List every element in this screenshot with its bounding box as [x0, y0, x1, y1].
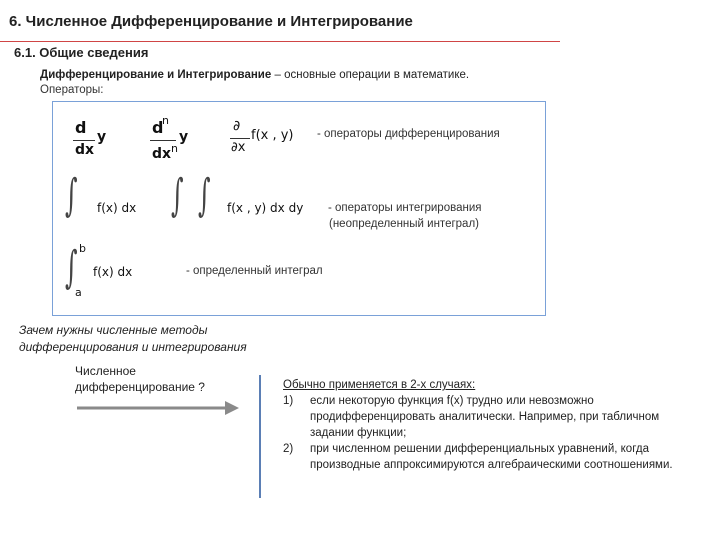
integral-sign: ∫ [65, 242, 78, 293]
why-question [19, 322, 247, 356]
list-item [283, 393, 683, 441]
double-integrand: f(x , y) dx dy [227, 201, 304, 215]
intro-rest: – основные операции в математике. [271, 69, 470, 81]
integral-sign: ∫ [65, 170, 78, 221]
function-fxy: f(x , y) [251, 128, 294, 143]
single-integrand: f(x) dx [97, 201, 137, 215]
y-variable: y [97, 129, 107, 145]
definite-integrand: f(x) dx [93, 265, 133, 279]
y-variable: y [179, 129, 189, 145]
list-item [283, 441, 683, 473]
item-text: если некоторую функция f(x) трудно или невозможно продифференцировать аналитически. Например, при табличном задании функции; [310, 395, 660, 439]
integration-note: - операторы интегрирования [328, 202, 482, 214]
section-heading: 6.1. Общие сведения [14, 45, 149, 60]
usage-heading: Обычно применяется в 2-х случаях: [283, 379, 476, 391]
lower-limit: a [75, 286, 82, 299]
item-number: 2) [283, 443, 294, 455]
dn-numerator: d [152, 118, 164, 137]
numerical-diff-label [75, 363, 205, 395]
why-line: Зачем нужны численные методы [19, 323, 208, 337]
dn-denominator: dx [152, 146, 172, 162]
differentiation-note: - операторы дифференцирования [317, 128, 500, 140]
partial-denominator: ∂x [231, 140, 246, 155]
d-numerator: d [75, 118, 87, 137]
usage-list [283, 377, 683, 473]
operators-label: Операторы: [40, 84, 104, 96]
item-text: при численном решении дифференциальных уравнений, когда производные аппроксимируются алгебраическими соотношениями. [310, 443, 673, 471]
integral-sign: ∫ [198, 170, 211, 221]
indefinite-integral-note: (неопределенный интеграл) [329, 218, 479, 230]
partial-numerator: ∂ [233, 118, 241, 134]
numdiff-line: дифференцирование ? [75, 380, 205, 394]
vertical-divider [259, 375, 261, 498]
upper-limit: b [79, 242, 86, 255]
page-title: 6. Численное Дифференцирование и Интегрирование [9, 13, 413, 30]
intro-line [40, 69, 469, 81]
item-number: 1) [283, 395, 294, 407]
numdiff-line: Численное [75, 364, 136, 378]
n-superscript: n [171, 142, 178, 155]
n-superscript: n [162, 114, 169, 127]
fraction-bar [150, 140, 176, 141]
why-line: дифференцирования и интегрирования [19, 340, 247, 354]
intro-bold: Дифференцирование и Интегрирование [40, 69, 272, 81]
right-arrow-icon [77, 398, 241, 418]
d-denominator: dx [75, 142, 95, 158]
fraction-bar [230, 138, 250, 139]
operators-box [52, 101, 546, 316]
integral-sign: ∫ [171, 170, 184, 221]
definite-integral-note: - определенный интеграл [186, 265, 323, 277]
title-divider [0, 41, 560, 42]
fraction-bar [73, 140, 95, 141]
